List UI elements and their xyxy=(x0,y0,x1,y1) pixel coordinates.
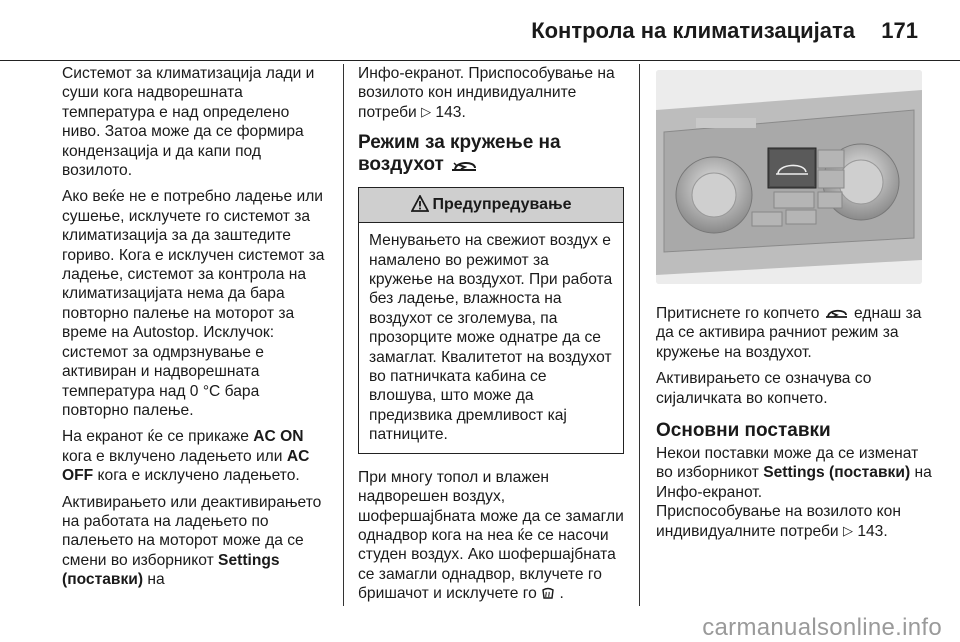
reference-arrow-icon: ▷ xyxy=(421,103,432,119)
windscreen-blower-icon xyxy=(541,585,559,602)
warning-triangle-icon xyxy=(411,191,429,225)
column-2 xyxy=(358,64,624,611)
paragraph xyxy=(62,493,330,590)
paragraph: Приспособување на возилото кон индивидуалните потреби ▷ 143. xyxy=(656,503,901,540)
paragraph xyxy=(358,468,624,604)
text: еднаш за да се активира рачниот режим за кружење на воздухот. xyxy=(656,305,922,361)
paragraph xyxy=(656,304,932,362)
text: Приспособување на возилото кон индивидуалните потреби xyxy=(656,503,901,540)
recirculation-icon xyxy=(824,305,854,322)
warning-header xyxy=(359,188,623,223)
warning-title: Предупредување xyxy=(432,196,572,214)
text: При многу топол и влажен надворешен воздух, шофершајбната може да се замагли однадвор кога на неа ќе се насочи студен воздух. Ако шофершајбната се замагли однадвор, вклучете го бришачот и исклучете го xyxy=(358,468,624,603)
warning-box xyxy=(358,187,624,453)
page-reference[interactable]: 143 xyxy=(857,522,884,540)
settings-menu-label: Settings (поставки) xyxy=(763,464,911,482)
column-divider xyxy=(639,64,640,606)
header-rule xyxy=(0,60,960,61)
section-heading xyxy=(358,132,624,179)
text: На екранот ќе се прикаже xyxy=(62,428,254,446)
page-number: 171 xyxy=(881,18,918,43)
text: Активирањето или деактивирањето на работата на ладењето по палењето на моторот може да се смени во изборникот xyxy=(62,493,322,569)
recirculation-icon xyxy=(450,157,480,179)
paragraph xyxy=(62,427,330,485)
column-1 xyxy=(62,64,330,597)
warning-text: Менувањето на свежиот воздух е намалено во режимот за кружење на воздухот. При работа без ладење, влажноста на воздухот се зголемува, па прозорците може однатре да се замаглат. Квалитетот на воздухот во патничката кабина се влошува, што може да предизвика дремливост кај патниците. xyxy=(369,232,613,444)
paragraph: Инфо-екранот. Приспособување на возилото кон индивидуалните потреби ▷ 143. xyxy=(358,65,615,121)
reference-arrow-icon: ▷ xyxy=(842,522,853,538)
text: Инфо-екранот. Приспособување на возилото кон индивидуалните потреби xyxy=(358,65,615,121)
text: Притиснете го копчето xyxy=(656,305,824,322)
column-divider xyxy=(343,64,344,606)
chapter-title: Контрола на климатизацијата xyxy=(531,18,855,43)
page-reference[interactable]: 143 xyxy=(435,103,462,121)
footer xyxy=(0,612,960,642)
text: . xyxy=(559,585,564,603)
ac-off-label: AC OFF xyxy=(62,447,310,485)
ac-on-label: AC ON xyxy=(253,428,304,446)
text: Некои поставки може да се изменат во изборникот xyxy=(656,445,919,482)
column-3 xyxy=(656,64,932,548)
section-heading: Основни поставки xyxy=(656,420,831,442)
paragraph xyxy=(656,444,932,502)
watermark: carmanualsonline.info xyxy=(702,614,942,641)
text: на xyxy=(143,571,165,589)
climate-control-panel-image xyxy=(656,70,922,284)
paragraph: Ако веќе не е потребно ладење или сушење, исклучете го системот за климатизација за да заштедите гориво. Кога е исклучен системот за ладење, системот за контрола на климатизацијата нема да бара повторно палење на моторот за време на Autostop. Исклучок: системот за одмрзнување е активиран и надворешната температура над 0 °C бара повторно палење. xyxy=(62,188,325,419)
text: кога е вклучено ладењето или xyxy=(62,447,287,465)
paragraph: Системот за климатизација лади и суши кога надворешната температура е над определено ниво. Затоа може да се формира кондензација и да капи под возилото. xyxy=(62,65,315,180)
paragraph: Активирањето се означува со сијаличката во копчето. xyxy=(656,370,872,407)
text: кога е исклучено ладењето. xyxy=(93,467,300,485)
settings-menu-label: Settings (поставки) xyxy=(62,551,280,589)
page-header xyxy=(0,0,960,58)
heading-text: Режим за кружење на воздухот xyxy=(358,132,561,176)
text: на Инфо-екранот. xyxy=(656,464,932,501)
